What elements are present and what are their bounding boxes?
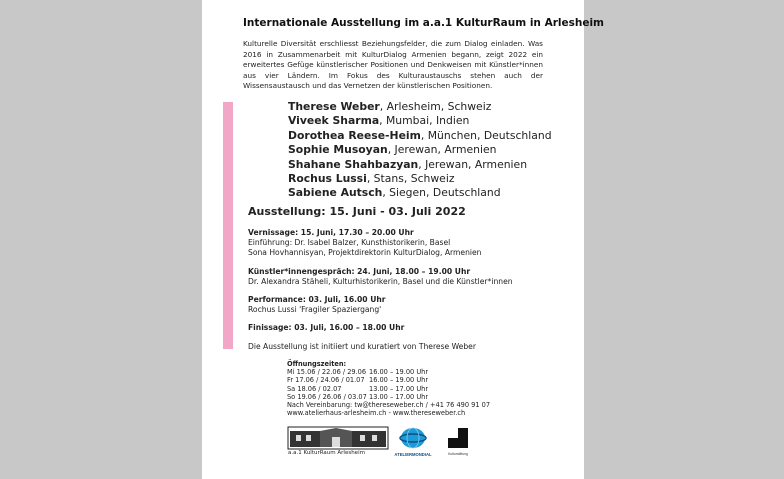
hours-time: 13.00 – 17.00 Uhr: [369, 384, 429, 393]
event-heading: Performance: 03. Juli, 16.00 Uhr: [248, 295, 386, 305]
artist-item: [288, 114, 552, 128]
artist-item: [288, 129, 552, 143]
artist-place: , Mumbai, Indien: [379, 114, 470, 128]
foundation-text: Kulturstiftung: [448, 452, 468, 456]
event-list: [248, 228, 568, 342]
artist-place: , Siegen, Deutschland: [382, 186, 501, 200]
artist-list: [288, 100, 552, 201]
artist-place: , Stans, Schweiz: [366, 172, 455, 186]
intro-paragraph: Kulturelle Diversität erschliesst Beziehungsfelder, die zum Dialog einladen. Was 2016 in Zusammenarbeit mit KulturDialog Armenien begann, zeigt 2022 ein erweitertes Gefüge künstlerischer Positionen und Denkweisen mit Künstler*innen aus vier Ländern. Im Fokus des Kulturaustauschs stehen auch der Wissensaustausch und das Vernetzen der künstlerischen Positionen.: [243, 39, 543, 91]
hours-time: 16.00 – 19.00 Uhr: [369, 376, 429, 385]
appointment-contact: Nach Vereinbarung: tw@thereseweber.ch / +41 76 490 91 07: [287, 401, 491, 410]
artist-name: Sabiene Autsch: [288, 186, 383, 200]
artist-item: [288, 172, 552, 186]
artist-item: [288, 143, 552, 157]
kulturraum-logo: [288, 427, 388, 459]
event-heading: Finissage: 03. Juli, 16.00 – 18.00 Uhr: [248, 323, 405, 333]
hours-time: 13.00 – 17.00 Uhr: [369, 392, 429, 401]
event-heading: Vernissage: 15. Juni, 17.30 – 20.00 Uhr: [248, 228, 414, 237]
hours-row: [287, 376, 490, 384]
artist-item: [288, 158, 552, 172]
artist-name: Dorothea Reese-Heim: [288, 128, 421, 142]
hours-days: So 19.06 / 26.06 / 03.07: [287, 392, 367, 401]
artist-place: , Jerewan, Armenien: [418, 157, 528, 171]
hours-days: Sa 18.06 / 02.07: [287, 384, 342, 393]
event-vernissage: [248, 228, 568, 259]
artist-name: Sophie Musoyan: [288, 143, 388, 157]
event-finissage: [248, 323, 568, 333]
hours-row: [287, 368, 490, 376]
event-artist-talk: [248, 267, 568, 287]
ateliermondial-logo: [394, 426, 432, 460]
accent-bar: [223, 102, 233, 349]
artist-place: , Jerewan, Armenien: [387, 143, 497, 157]
hours-time: 16.00 – 19.00 Uhr: [369, 368, 429, 377]
event-line: Einführung: Dr. Isabel Balzer, Kunsthistorikerin, Basel: [248, 238, 451, 248]
artist-name: Rochus Lussi: [288, 172, 367, 186]
foundation-logo: [446, 427, 470, 459]
artist-name: Therese Weber: [288, 100, 380, 113]
event-performance: [248, 295, 568, 315]
exhibition-dates: Ausstellung: 15. Juni - 03. Juli 2022: [248, 205, 466, 218]
flyer-page: [202, 0, 604, 479]
artist-place: , Arlesheim, Schweiz: [379, 100, 492, 113]
ateliermondial-text: ATELIERMONDIAL: [394, 452, 432, 457]
opening-hours: [287, 360, 490, 417]
websites: www.atelierhaus-arlesheim.ch - www.thereseweber.ch: [287, 409, 466, 418]
artist-name: Viveek Sharma: [288, 114, 380, 128]
event-line: Dr. Alexandra Stäheli, Kulturhistorikerin, Basel und die Künstler*innen: [248, 276, 513, 286]
event-line: Sona Hovhannisyan, Projektdirektorin KulturDialog, Armenien: [248, 248, 482, 258]
hours-days: Mi 15.06 / 22.06 / 29.06: [287, 368, 367, 377]
artist-place: , München, Deutschland: [420, 128, 552, 142]
hours-row: [287, 385, 490, 393]
event-heading: Künstler*innengespräch: 24. Juni, 18.00 – 19.00 Uhr: [248, 266, 471, 276]
kulturraum-logo-text: a.a.1 KulturRaum Arlesheim: [288, 450, 365, 456]
curator-note: Die Ausstellung ist initiiert und kuratiert von Therese Weber: [248, 342, 476, 351]
hours-days: Fr 17.06 / 24.06 / 01.07: [287, 376, 365, 385]
building-icon: [288, 427, 388, 449]
hours-heading: Öffnungszeiten:: [287, 360, 347, 368]
artist-name: Shahane Shahbazyan: [288, 157, 419, 171]
hours-row: [287, 393, 490, 401]
artist-item: [288, 186, 552, 200]
artist-item: [288, 100, 552, 114]
event-line: Rochus Lussi 'Fragiler Spaziergang': [248, 305, 382, 315]
page-title: Internationale Ausstellung im a.a.1 KulturRaum in Arlesheim: [243, 17, 604, 29]
